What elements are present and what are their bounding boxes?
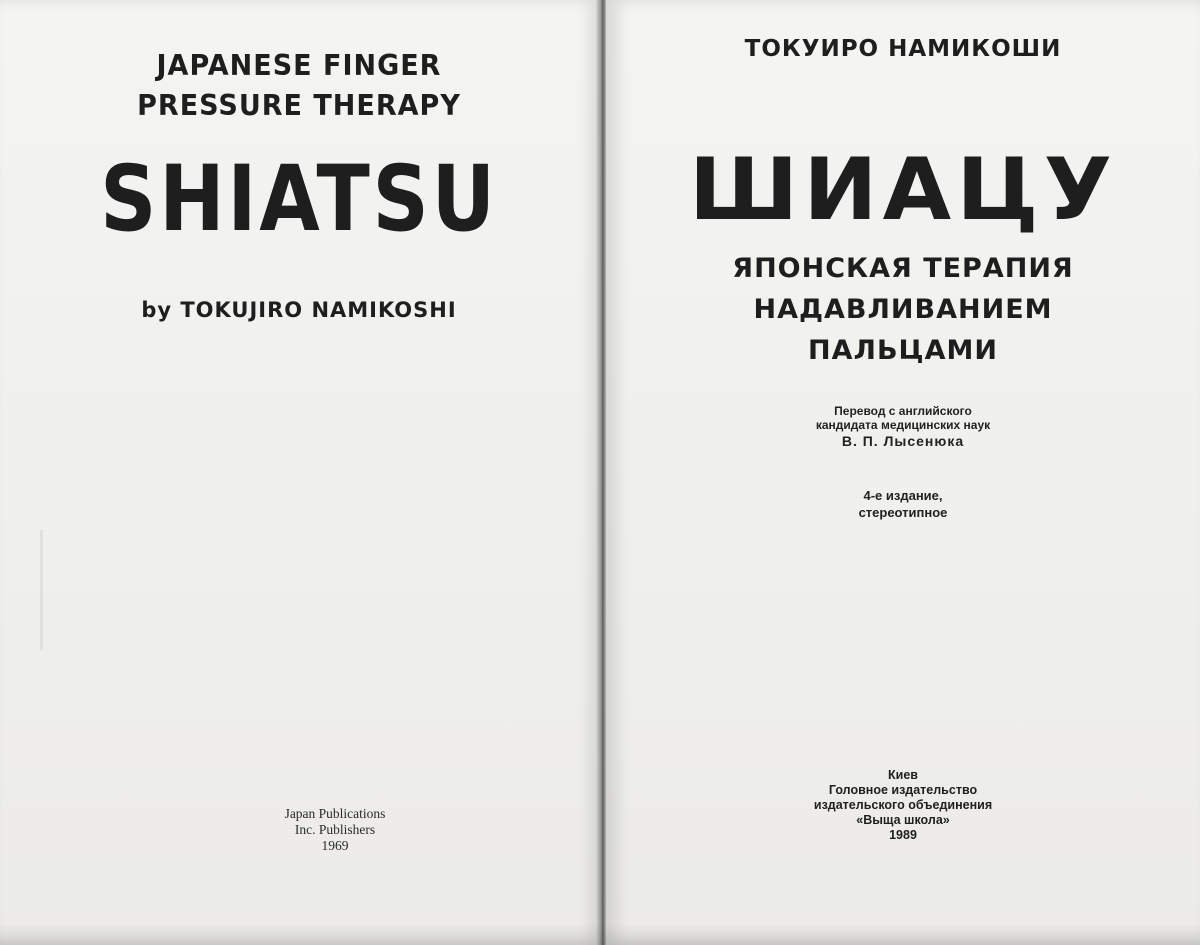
english-subtitle-line-2: PRESSURE THERAPY xyxy=(137,90,461,123)
page-crease xyxy=(40,530,43,650)
translation-line-1: Перевод с английского xyxy=(834,404,972,418)
publisher-line-2: издательского объединения xyxy=(813,798,993,812)
english-title: SHIATSU xyxy=(100,146,498,252)
translation-line-2: кандидата медицинских наук xyxy=(815,418,991,432)
russian-author: ТОКУИРО НАМИКОШИ xyxy=(744,36,1062,62)
russian-publisher-imprint xyxy=(606,768,1200,843)
russian-title: ШИАЦУ xyxy=(688,140,1118,240)
publisher-line-1: Japan Publications xyxy=(284,806,386,821)
edition-line-2: стереотипное xyxy=(858,505,948,520)
left-page xyxy=(0,0,598,945)
bottom-shadow xyxy=(0,923,1200,945)
publisher-year: 1969 xyxy=(321,838,349,853)
publisher-line-1: Головное издательство xyxy=(828,783,978,797)
publisher-year: 1989 xyxy=(889,828,917,842)
right-page xyxy=(606,0,1200,945)
russian-subtitle-line-1: ЯПОНСКАЯ ТЕРАПИЯ xyxy=(732,253,1074,284)
publisher-line-2: Inc. Publishers xyxy=(294,822,376,837)
edition-line-1: 4-е издание, xyxy=(863,488,943,503)
english-author: by TOKUJIRO NAMIKOSHI xyxy=(141,298,457,322)
translation-credit xyxy=(606,404,1200,432)
english-subtitle-line-1: JAPANESE FINGER xyxy=(156,50,442,83)
translator-name: В. П. Лысенюка xyxy=(841,433,965,449)
publisher-line-3: «Выща школа» xyxy=(856,813,950,827)
publisher-city: Киев xyxy=(888,768,918,782)
russian-subtitle-line-2: НАДАВЛИВАНИЕМ xyxy=(753,294,1053,325)
russian-subtitle-line-3: ПАЛЬЦАМИ xyxy=(808,335,998,366)
edition-note xyxy=(606,487,1200,521)
english-publisher-imprint xyxy=(36,806,598,854)
